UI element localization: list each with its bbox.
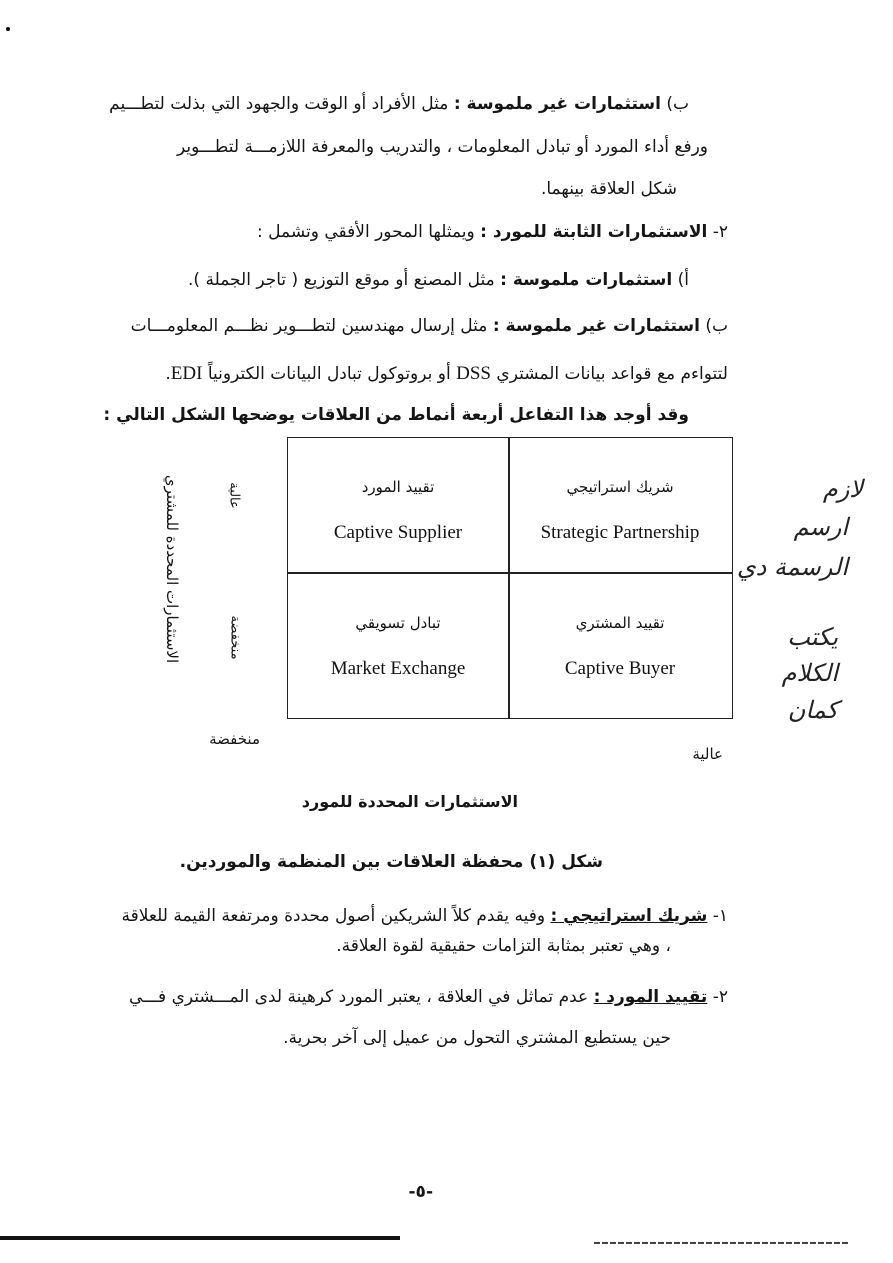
- handwritten-note-4: يكتب: [787, 623, 838, 651]
- handwritten-note-1: لازم: [822, 475, 863, 503]
- y-axis-high-label: عالية: [226, 482, 242, 509]
- body-text: وفيه يقدم كلاً الشريكين أصول محددة ومرتفعة القيمة للعلاقة: [121, 906, 551, 926]
- body-text: مثل المصنع أو موقع التوزيع ( تاجر الجملة ).: [188, 270, 501, 290]
- term: استثمارات ملموسة :: [500, 270, 673, 290]
- term: شريك استراتيجي :: [550, 906, 708, 926]
- text-line-5: [188, 268, 689, 292]
- cell-label-en: Market Exchange: [330, 658, 466, 679]
- text-line-10: ، وهي تعتبر بمثابة التزامات حقيقية لقوة العلاقة.: [336, 936, 671, 956]
- text-line-2: ورفع أداء المورد أو تبادل المعلومات ، والتدريب والمعرفة اللازمـــة لتطـــوير: [176, 137, 708, 157]
- figure-caption: شكل (١) محفظة العلاقات بين المنظمة والموردين.: [179, 852, 603, 872]
- cell-captive-buyer: [510, 574, 730, 708]
- cell-label-ar: تقييد المورد: [361, 478, 435, 496]
- text-line-8: وقد أوجد هذا التفاعل أربعة أنماط من العلاقات يوضحها الشكل التالي :: [103, 405, 689, 425]
- scan-speck: [6, 27, 10, 31]
- item-number: ١-: [707, 906, 728, 926]
- body-text: أو بروتوكول تبادل البيانات الكترونياً: [202, 364, 457, 384]
- punctuation: .: [165, 364, 171, 384]
- text-line-12: حين يستطيع المشتري التحول من عميل إلى آخر بحرية.: [283, 1028, 671, 1048]
- cell-label-ar: تقييد المشتري: [575, 614, 665, 632]
- text-line-3: شكل العلاقة بينهما.: [540, 179, 677, 199]
- term: تقييد المورد :: [593, 987, 708, 1007]
- item-label: ب): [660, 94, 689, 114]
- y-axis-low-label: منخفضة: [227, 615, 243, 660]
- cell-market-exchange: [288, 574, 508, 708]
- body-text: مثل إرسال مهندسين لتطـــوير نظـــم المعلومـــات: [130, 316, 493, 336]
- cell-captive-supplier: [288, 438, 508, 572]
- term: استثمارات غير ملموسة :: [453, 94, 661, 114]
- body-text: ويمثلها المحور الأفقي وتشمل :: [257, 222, 481, 242]
- page-number: -٥-: [408, 1182, 433, 1202]
- cell-label-ar: تبادل تسويقي: [355, 614, 441, 632]
- scan-edge-dashes: [594, 1242, 849, 1244]
- body-text: مثل الأفراد أو الوقت والجهود التي بذلت لتطـــيم: [109, 94, 454, 114]
- text-line-11: [129, 985, 728, 1009]
- text-line-1: [109, 92, 689, 116]
- handwritten-note-5: الكلام: [781, 659, 838, 687]
- relationship-matrix: [287, 437, 733, 719]
- cell-strategic-partnership: [510, 438, 730, 572]
- body-text: لتتواءم مع قواعد بيانات المشتري: [490, 364, 728, 384]
- cell-label-en: Strategic Partnership: [540, 522, 700, 543]
- scan-edge-line: [0, 1236, 400, 1240]
- item-label: ب): [699, 316, 728, 336]
- term: استثمارات غير ملموسة :: [492, 316, 700, 336]
- item-number: ٢-: [707, 987, 728, 1007]
- cell-label-ar: شريك استراتيجي: [566, 478, 674, 496]
- cell-label-en: Captive Supplier: [333, 522, 463, 543]
- handwritten-note-2: ارسم: [793, 513, 848, 541]
- text-line-4: [257, 220, 728, 244]
- acronym-dss: DSS: [456, 363, 491, 384]
- acronym-edi: EDI: [170, 363, 203, 384]
- item-label: أ): [672, 270, 689, 290]
- handwritten-note-6: كمان: [787, 696, 838, 724]
- x-axis-low-label: منخفضة: [209, 730, 260, 748]
- body-text: عدم تماثل في العلاقة ، يعتبر المورد كرهينة لدى المـــشتري فـــي: [128, 987, 594, 1007]
- x-axis-high-label: عالية: [692, 745, 723, 763]
- x-axis-title: الاستثمارات المحددة للمورد: [301, 792, 518, 811]
- text-line-7: [165, 362, 728, 386]
- handwritten-note-3: الرسمة دي: [736, 553, 848, 581]
- y-axis-title: الاستثمارات المحددة للمشتري: [163, 474, 181, 664]
- item-number: ٢-: [707, 222, 728, 242]
- text-line-6: [131, 314, 728, 338]
- text-line-9: [122, 904, 728, 928]
- heading-term: الاستثمارات الثابتة للمورد :: [480, 222, 708, 242]
- cell-label-en: Captive Buyer: [564, 658, 676, 679]
